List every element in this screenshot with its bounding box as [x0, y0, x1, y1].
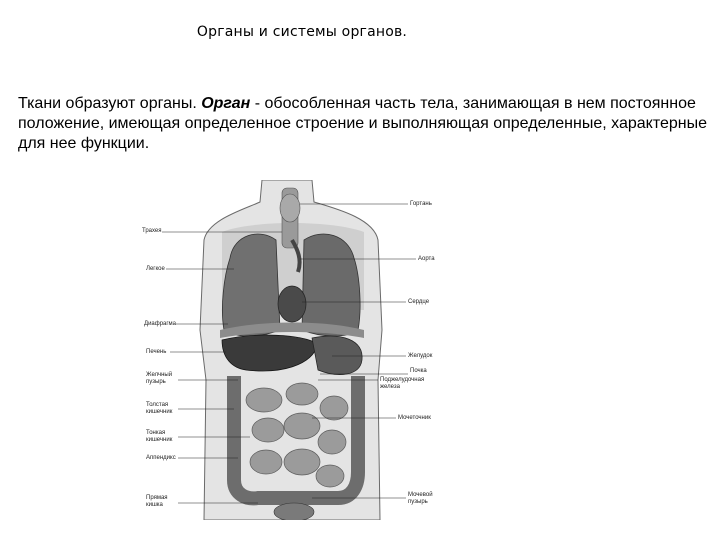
label-bladder: Мочевой пузырь: [408, 492, 433, 505]
label-pancreas: Поджелудочная железа: [380, 377, 425, 390]
label-rectum: Прямая кишка: [146, 495, 168, 508]
intro-term: Орган: [201, 95, 251, 112]
anatomy-figure: [142, 180, 442, 520]
label-heart: Сердце: [408, 299, 430, 305]
label-gallbladder: Желчный пузырь: [146, 372, 173, 385]
intro-paragraph: [18, 94, 708, 154]
label-kidney: Почка: [410, 368, 427, 374]
label-lung: Легкое: [146, 266, 165, 272]
intro-text-rest: - обособленная часть тела, занимающая в нем постоянное положение, имеющая определенное строение и выполняющая определенные, характерные для нее функции.: [18, 95, 707, 152]
slide-title: Органы и системы органов.: [196, 24, 408, 40]
larynx: [280, 194, 300, 222]
bladder: [274, 503, 314, 520]
label-stomach: Желудок: [408, 353, 433, 359]
label-aorta: Аорта: [418, 256, 435, 262]
torso-illustration: [142, 180, 442, 520]
label-small-intestine: Тонкая кишечник: [146, 430, 173, 443]
label-ureter: Мочеточник: [398, 415, 431, 421]
label-diaphragm: Диафрагма: [144, 321, 177, 327]
label-trachea: Трахея: [142, 228, 162, 234]
label-larynx: Гортань: [410, 201, 432, 207]
heart: [278, 286, 306, 322]
small-intestine: [246, 383, 348, 487]
label-large-intestine: Толстая кишечник: [146, 402, 173, 415]
label-appendix: Аппендикс: [146, 455, 176, 461]
label-liver: Печень: [146, 349, 167, 355]
intro-text-start: Ткани образуют органы.: [18, 95, 202, 112]
